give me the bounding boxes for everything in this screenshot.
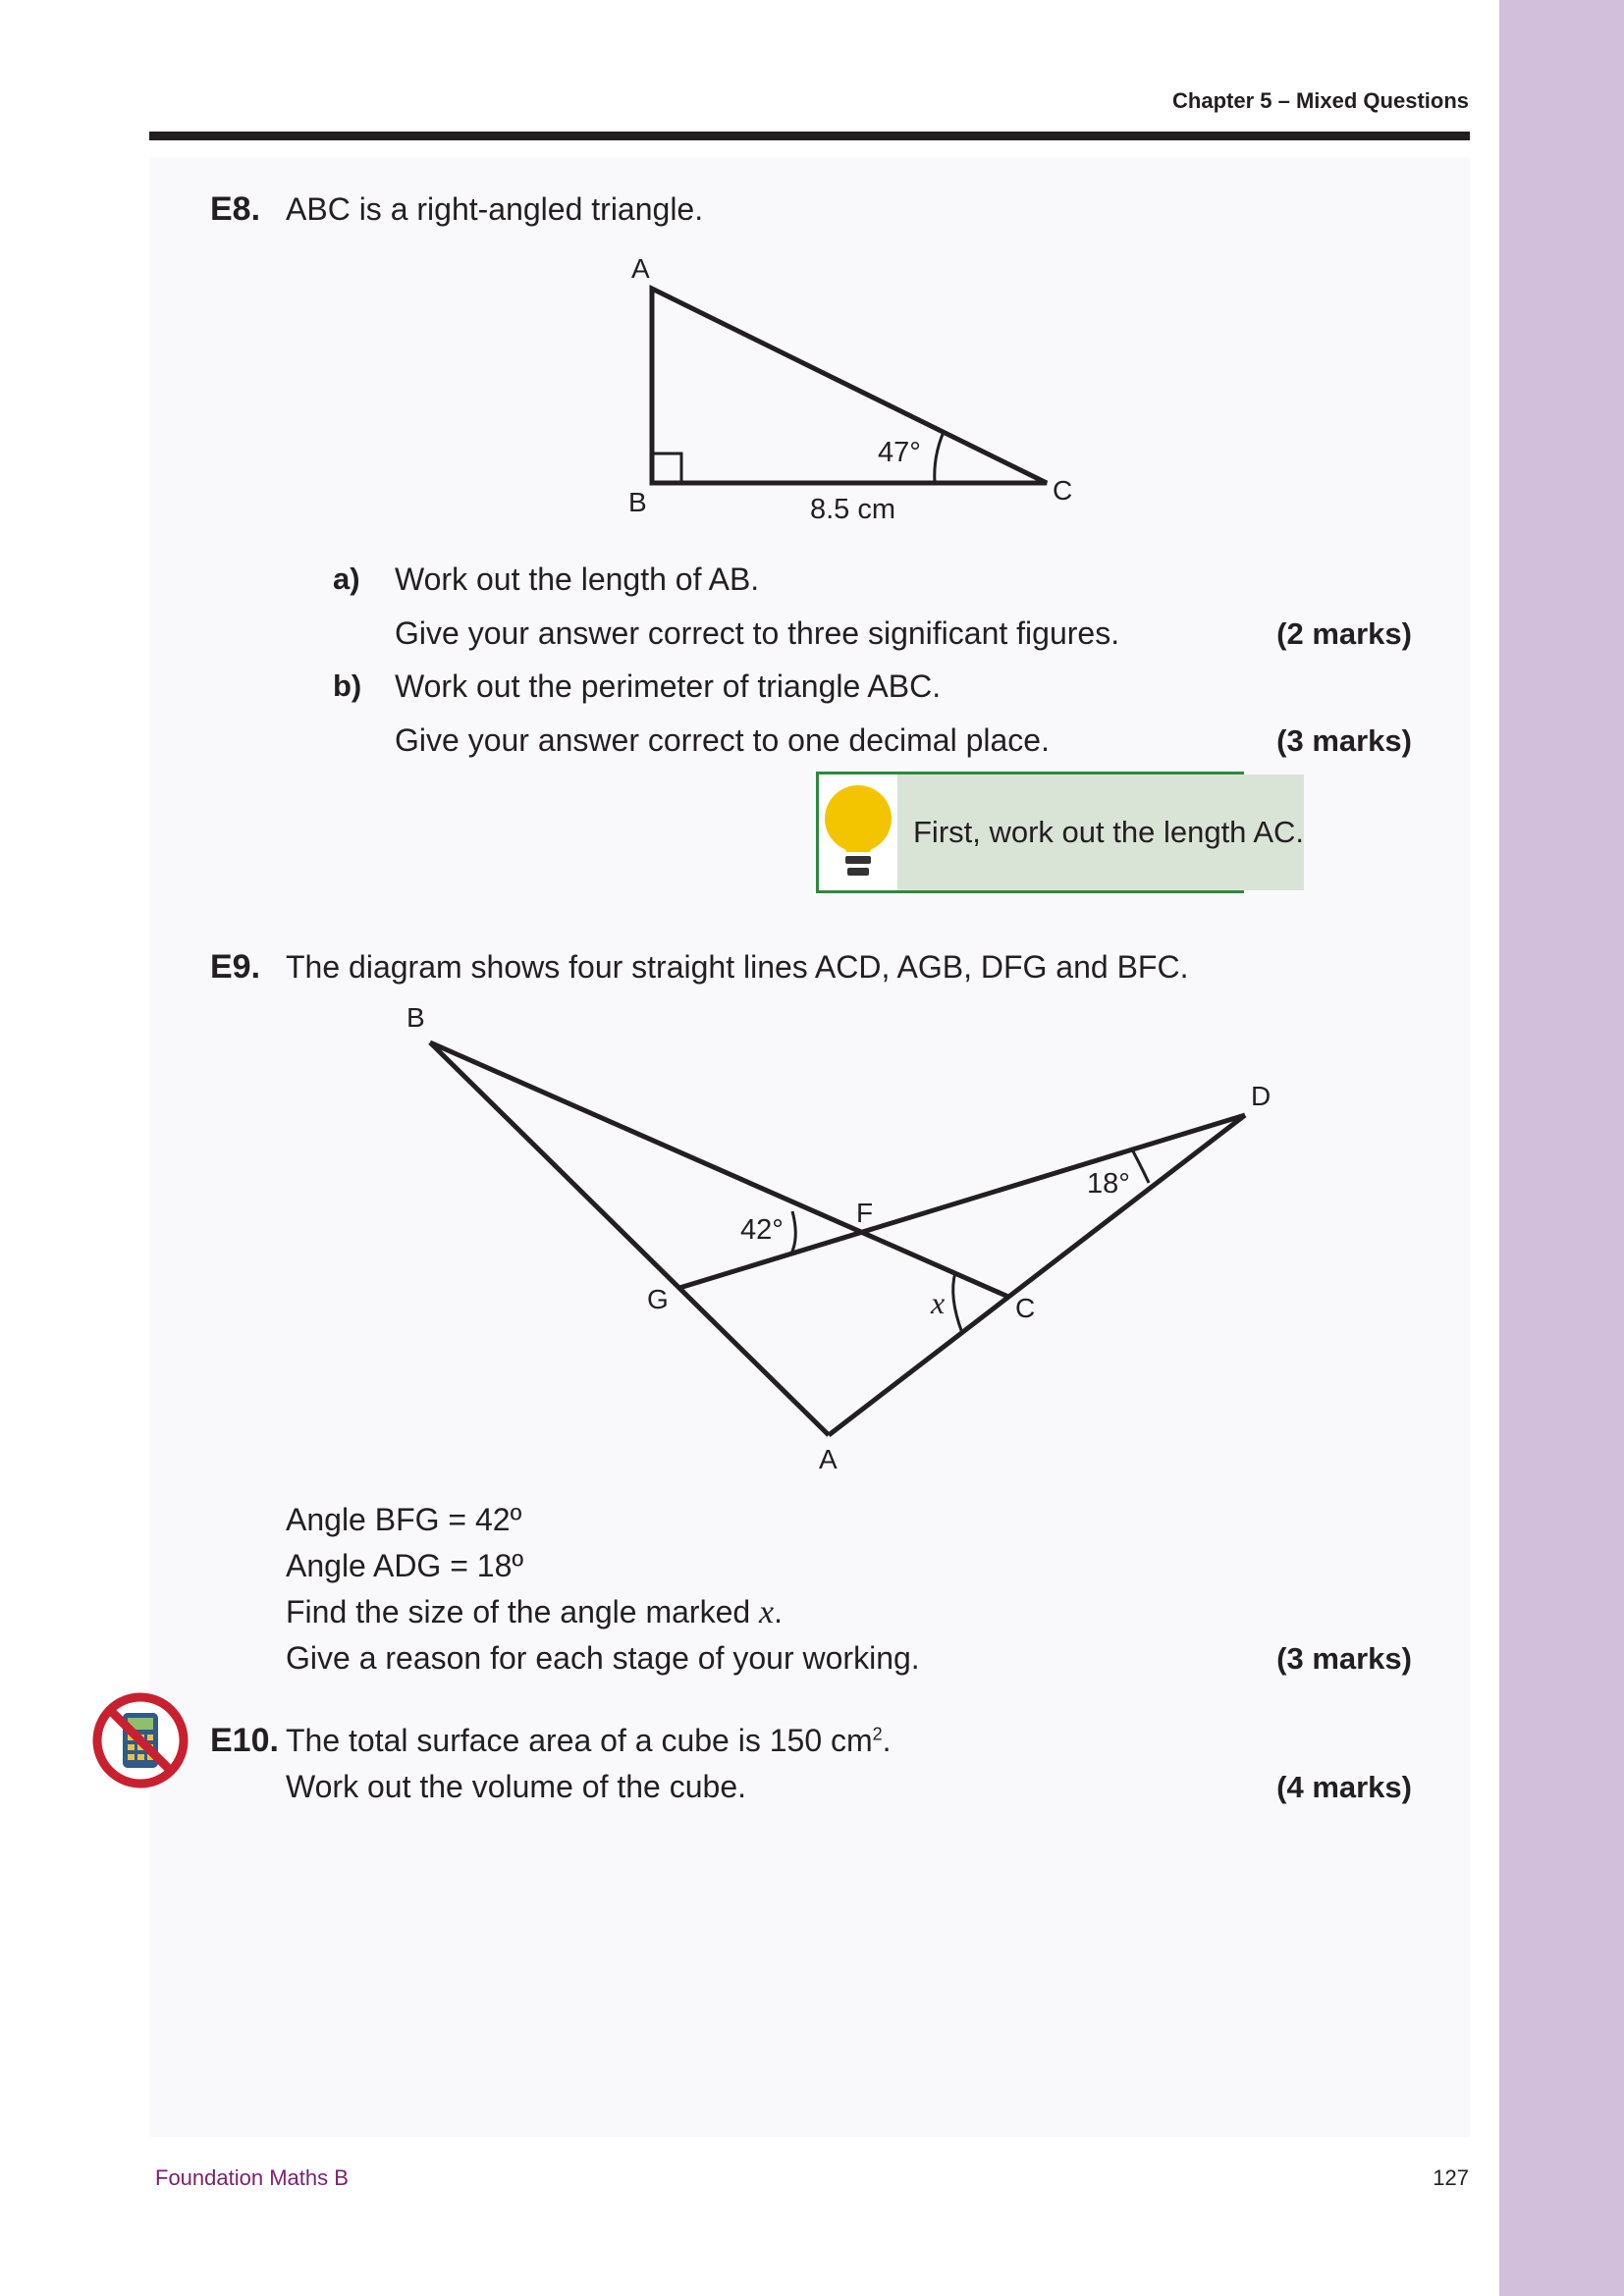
chapter-title: Chapter 5 – Mixed Questions xyxy=(1172,88,1469,113)
hint-text: First, work out the length AC. xyxy=(897,774,1304,890)
question-stem-e8: ABC is a right-angled triangle. xyxy=(286,191,704,227)
part-b-line2: Give your answer correct to one decimal place. xyxy=(395,722,1050,758)
e9-line4: Give a reason for each stage of your working. xyxy=(286,1640,920,1676)
question-number-e9: E9. xyxy=(210,948,261,986)
header-rule xyxy=(149,132,1470,140)
part-b-line1: Work out the perimeter of triangle ABC. xyxy=(395,668,942,704)
vertex-label-c: C xyxy=(1015,1293,1036,1323)
no-calculator-icon xyxy=(91,1691,189,1789)
e10-line1-sup: 2 xyxy=(872,1724,883,1744)
marks-e8a: (2 marks) xyxy=(1276,616,1412,651)
vertex-label-f: F xyxy=(856,1198,874,1228)
e10-line1-prefix: The total surface area of a cube is 150 cm xyxy=(286,1723,873,1758)
vertex-label-b: B xyxy=(628,487,647,517)
marks-e9: (3 marks) xyxy=(1276,1641,1412,1676)
angle-label-42: 42° xyxy=(740,1214,784,1246)
marks-e8b: (3 marks) xyxy=(1276,723,1412,758)
vertex-label-a: A xyxy=(631,253,650,284)
vertex-label-b: B xyxy=(406,1002,425,1033)
angle-label-x: x xyxy=(931,1285,946,1320)
e9-line3-prefix: Find the size of the angle marked xyxy=(286,1594,760,1629)
e10-line2: Work out the volume of the cube. xyxy=(286,1769,746,1804)
part-a-line1: Work out the length of AB. xyxy=(395,561,760,597)
vertex-label-a: A xyxy=(819,1444,838,1474)
question-number-e10: E10. xyxy=(210,1722,279,1759)
e9-line3 xyxy=(286,1594,783,1631)
vertex-label-c: C xyxy=(1053,475,1073,506)
e9-line2: Angle ADG = 18º xyxy=(286,1548,524,1583)
e10-line1 xyxy=(286,1723,892,1759)
vertex-label-d: D xyxy=(1251,1081,1272,1111)
part-a-line2: Give your answer correct to three significant figures. xyxy=(395,615,1120,651)
four-lines-diagram xyxy=(393,1001,1296,1492)
hint-box xyxy=(816,772,1305,893)
part-label-b: b) xyxy=(333,668,362,703)
footer-page-number: 127 xyxy=(1433,2165,1469,2190)
lightbulb-icon xyxy=(819,774,897,890)
angle-label-47: 47° xyxy=(878,437,921,468)
e9-line3-var: x xyxy=(759,1594,775,1630)
triangle-abc-diagram xyxy=(589,245,1100,540)
side-label-bc: 8.5 cm xyxy=(810,494,896,525)
e9-line3-suffix: . xyxy=(774,1594,784,1629)
question-number-e8: E8. xyxy=(210,190,261,228)
footer-book-title: Foundation Maths B xyxy=(155,2165,349,2190)
marks-e10: (4 marks) xyxy=(1276,1770,1412,1804)
e9-line1: Angle BFG = 42º xyxy=(286,1502,522,1537)
question-stem-e9: The diagram shows four straight lines ACD, AGB, DFG and BFC. xyxy=(286,949,1189,985)
side-band xyxy=(1499,0,1624,2296)
e10-line1-suffix: . xyxy=(882,1723,892,1758)
part-label-a: a) xyxy=(333,561,360,596)
vertex-label-g: G xyxy=(647,1284,669,1314)
angle-label-18: 18° xyxy=(1087,1168,1130,1200)
